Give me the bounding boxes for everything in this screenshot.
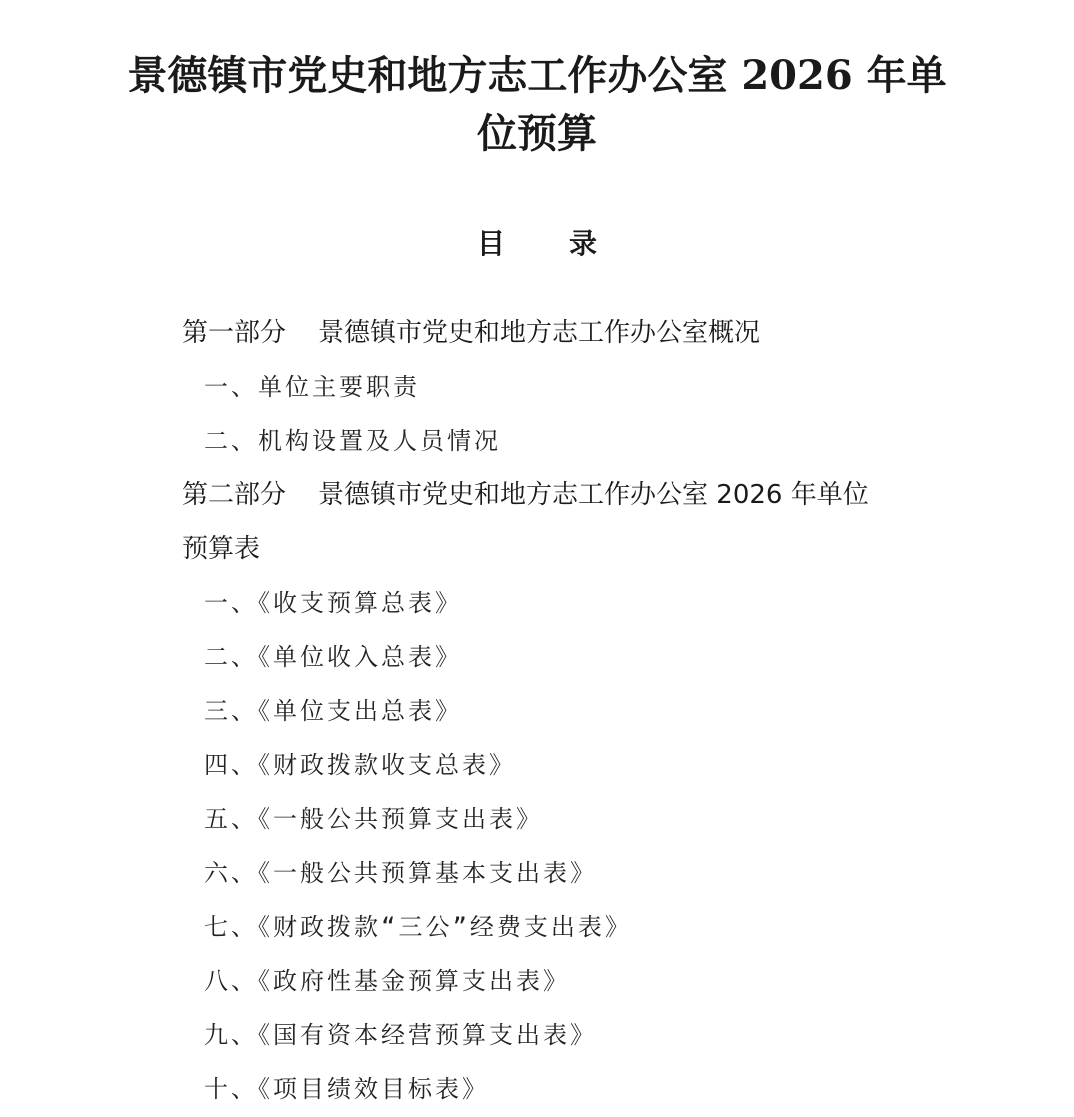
toc-item[interactable]: 五、《一般公共预算支出表》 bbox=[204, 805, 543, 833]
toc-heading-left: 目 bbox=[476, 227, 505, 260]
toc-part-2[interactable] bbox=[182, 468, 942, 522]
toc-part-2-title: 景德镇市党史和地方志工作办公室 2026 年单位 bbox=[318, 480, 869, 510]
toc-item[interactable]: 六、《一般公共预算基本支出表》 bbox=[204, 859, 597, 887]
toc-part-1-label: 第一部分 bbox=[182, 318, 287, 348]
toc-item[interactable]: 一、单位主要职责 bbox=[204, 373, 420, 401]
toc-part-1-title: 景德镇市党史和地方志工作办公室概况 bbox=[318, 318, 761, 348]
toc-item[interactable]: 三、《单位支出总表》 bbox=[204, 697, 462, 725]
document-title-line1: 景德镇市党史和地方志工作办公室 2026 年单 bbox=[127, 52, 947, 99]
toc-item[interactable]: 一、《收支预算总表》 bbox=[204, 589, 462, 617]
toc-item[interactable]: 九、《国有资本经营预算支出表》 bbox=[204, 1021, 597, 1049]
toc-part-2-label: 第二部分 bbox=[182, 480, 287, 510]
document-title-line2: 位预算 bbox=[477, 110, 597, 157]
toc-item[interactable]: 二、机构设置及人员情况 bbox=[204, 427, 501, 455]
toc-part-2-title-continued[interactable]: 预算表 bbox=[182, 534, 261, 564]
toc-item[interactable]: 十、《项目绩效目标表》 bbox=[204, 1075, 489, 1103]
toc-part-1[interactable] bbox=[182, 306, 942, 360]
toc-item[interactable]: 二、《单位收入总表》 bbox=[204, 643, 462, 671]
toc-item[interactable]: 七、《财政拨款“三公”经费支出表》 bbox=[204, 913, 632, 941]
toc-item[interactable]: 四、《财政拨款收支总表》 bbox=[204, 751, 516, 779]
toc-heading-right: 录 bbox=[569, 227, 598, 260]
table-of-contents bbox=[182, 306, 942, 1116]
toc-heading bbox=[0, 224, 1074, 264]
toc-item[interactable]: 八、《政府性基金预算支出表》 bbox=[204, 967, 570, 995]
